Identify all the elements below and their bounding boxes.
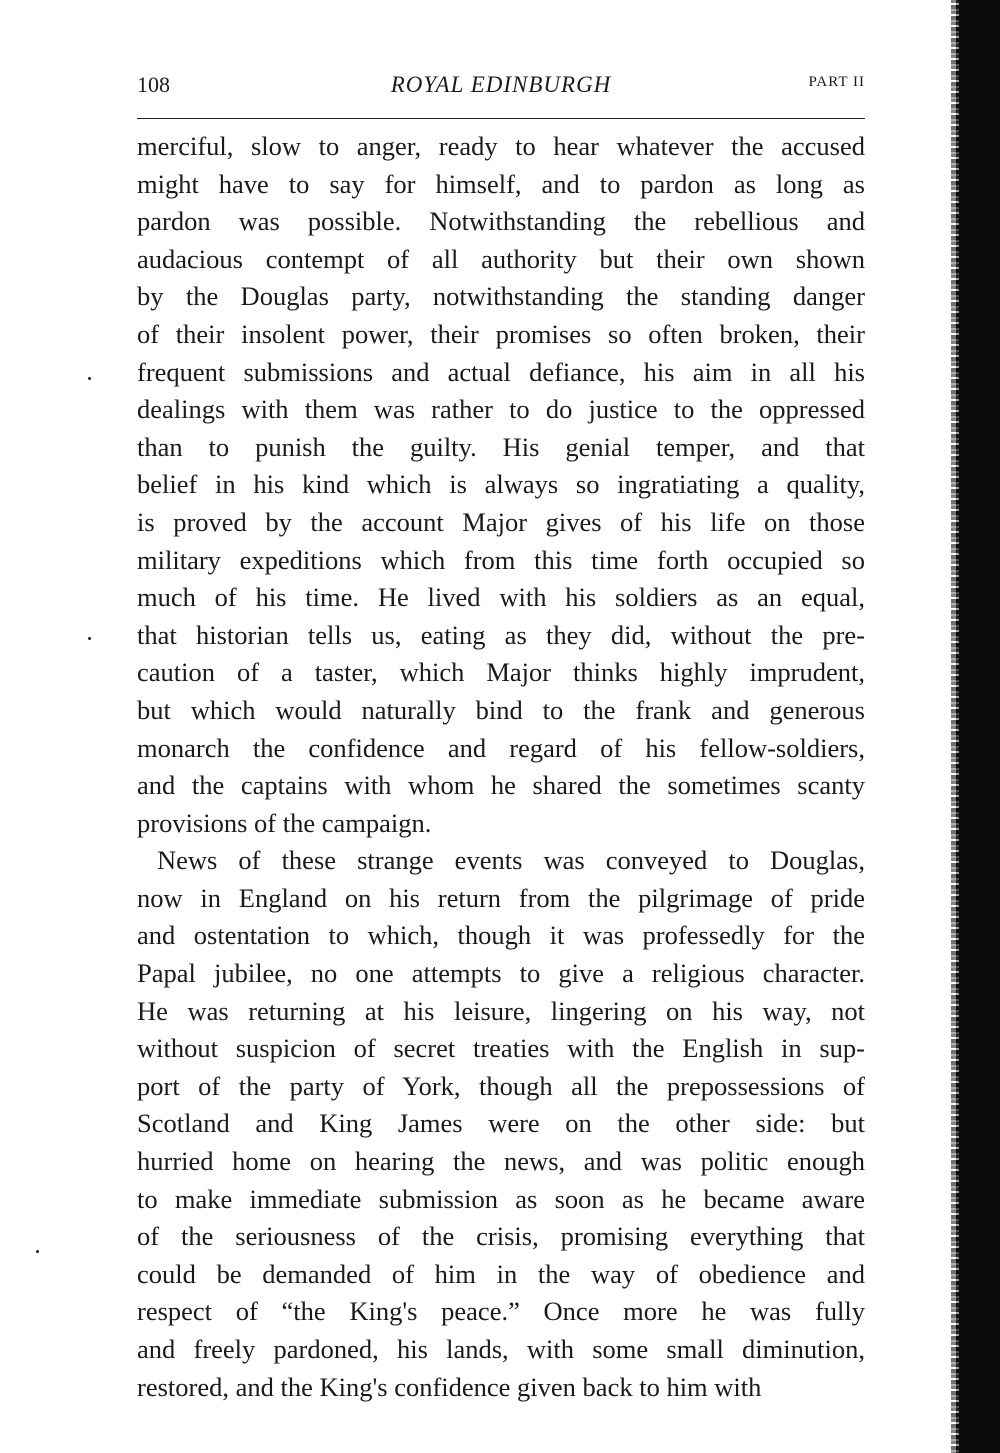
- text-line: and the captains with whom he shared the sometimes scanty: [137, 770, 865, 801]
- text-line: belief in his kind which is always so ingratiating a quality,: [137, 469, 865, 500]
- text-line: hurried home on hearing the news, and was politic enough: [137, 1146, 865, 1177]
- text-line: could be demanded of him in the way of obedience and: [137, 1258, 865, 1289]
- text-line: and ostentation to which, though it was professedly for the: [137, 920, 865, 951]
- text-line: Papal jubilee, no one attempts to give a religious character.: [137, 958, 865, 989]
- text-line: merciful, slow to anger, ready to hear whatever the accused: [137, 131, 865, 161]
- text-line: to make immediate submission as soon as he became aware: [137, 1183, 865, 1214]
- text-line: pardon was possible. Notwithstanding the rebellious and: [137, 206, 865, 237]
- running-title: ROYAL EDINBURGH: [390, 72, 612, 97]
- text-line: but which would naturally bind to the frank and generous: [137, 694, 865, 725]
- header-rule: [137, 118, 865, 119]
- text-line: might have to say for himself, and to pardon as long as: [137, 168, 865, 199]
- scan-speck: [88, 637, 91, 640]
- text-line: monarch the confidence and regard of his fellow-soldiers,: [137, 732, 865, 763]
- text-line: by the Douglas party, notwithstanding the standing danger: [137, 281, 865, 312]
- page-body: [137, 128, 865, 1406]
- scan-speck: [88, 377, 91, 380]
- text-line: provisions of the campaign.: [137, 807, 432, 838]
- text-line: now in England on his return from the pilgrimage of pride: [137, 882, 865, 913]
- page-number: 108: [137, 72, 170, 97]
- scan-edge-shadow: [956, 0, 1000, 1453]
- paragraph: [137, 128, 865, 842]
- part-label: PART II: [808, 74, 865, 90]
- text-line: military expeditions which from this time forth occupied so: [137, 544, 865, 575]
- text-line: audacious contempt of all authority but their own shown: [137, 243, 865, 274]
- text-line: restored, and the King's confidence given back to him with: [137, 1371, 762, 1402]
- text-line: that historian tells us, eating as they did, without the pre-: [137, 619, 865, 650]
- text-line: dealings with them was rather to do justice to the oppressed: [137, 394, 865, 425]
- text-line: than to punish the guilty. His genial temper, and that: [137, 431, 865, 462]
- text-line: of their insolent power, their promises so often broken, their: [137, 318, 865, 349]
- text-line: of the seriousness of the crisis, promising everything that: [137, 1221, 865, 1252]
- scan-speck: [36, 1250, 39, 1253]
- text-line: caution of a taster, which Major thinks highly imprudent,: [137, 657, 865, 688]
- text-line: much of his time. He lived with his soldiers as an equal,: [137, 582, 865, 613]
- text-line: and freely pardoned, his lands, with some small diminution,: [137, 1334, 865, 1364]
- text-line: is proved by the account Major gives of his life on those: [137, 506, 865, 537]
- paragraph: [137, 842, 865, 1406]
- text-line: without suspicion of secret treaties with the English in sup-: [137, 1033, 865, 1064]
- text-line: port of the party of York, though all the prepossessions of: [137, 1070, 865, 1101]
- text-line: He was returning at his leisure, lingering on his way, not: [137, 995, 865, 1026]
- text-line: respect of “the King's peace.” Once more he was fully: [137, 1296, 865, 1327]
- text-line: frequent submissions and actual defiance, his aim in all his: [137, 356, 865, 387]
- running-header: [137, 72, 865, 108]
- text-line: News of these strange events was conveyed to Douglas,: [157, 845, 865, 876]
- text-line: Scotland and King James were on the other side: but: [137, 1108, 865, 1139]
